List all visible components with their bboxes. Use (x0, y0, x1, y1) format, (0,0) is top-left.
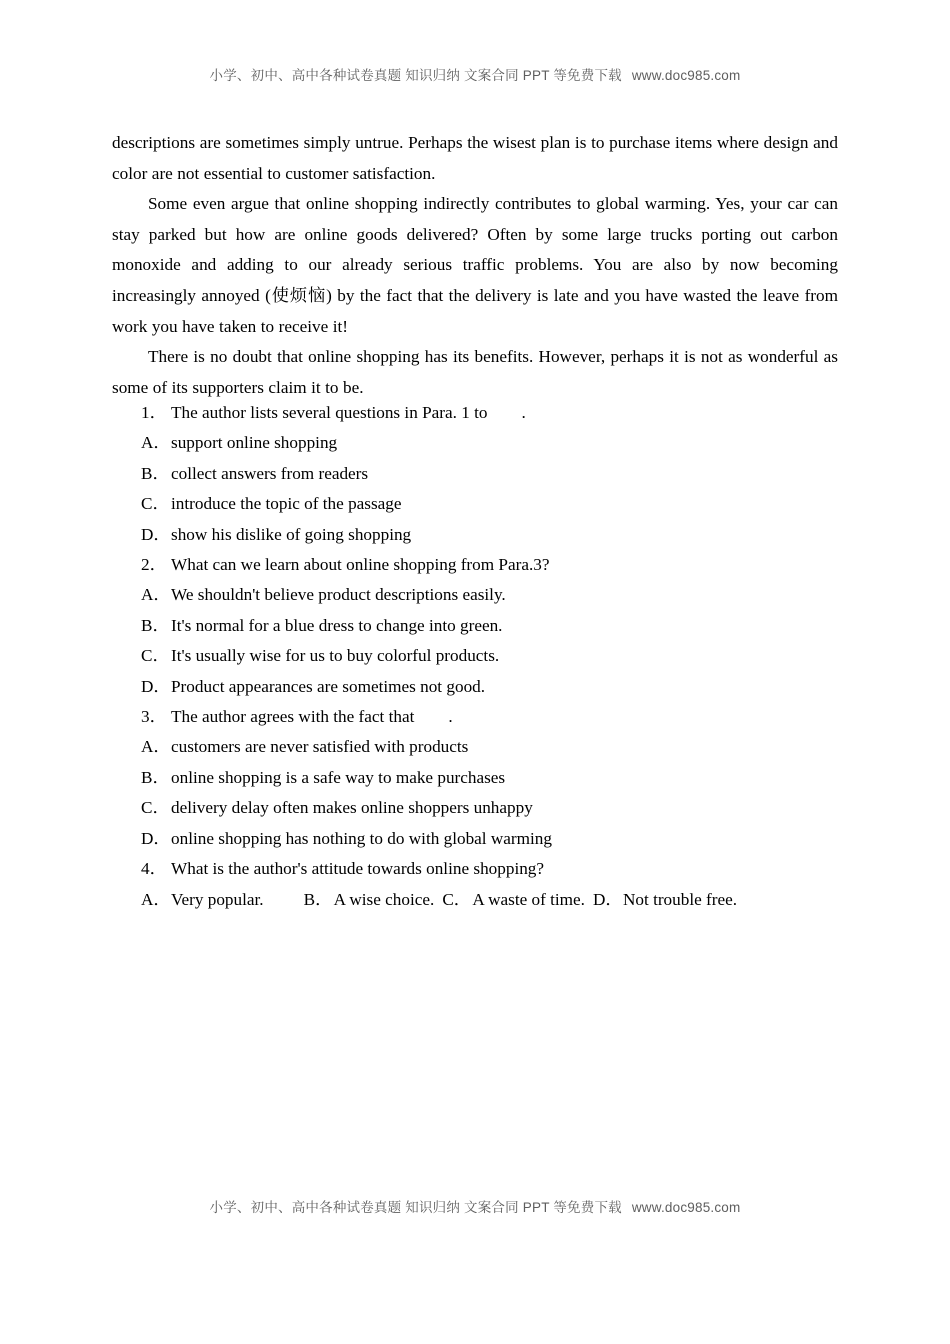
option-letter: A． (141, 889, 171, 909)
option-text: It's normal for a blue dress to change into green. (171, 615, 503, 635)
option-letter: D． (141, 524, 171, 544)
question-4-options-row (141, 885, 841, 915)
question-3-option-a[interactable] (141, 732, 841, 762)
question-3-number: 3． (141, 707, 167, 727)
option-letter: C． (141, 798, 170, 818)
question-4-option-a[interactable]: Very popular. (171, 889, 264, 909)
watermark-footer-text: 小学、初中、高中各种试卷真题 知识归纳 文案合同 PPT 等免费下载 (209, 1200, 622, 1215)
watermark-header-url: www.doc985.com (631, 68, 741, 83)
watermark-footer (0, 1196, 950, 1216)
option-letter: D． (141, 676, 171, 696)
option-text: introduce the topic of the passage (171, 494, 402, 514)
question-2-number: 2． (141, 555, 167, 575)
passage-paragraph-1: descriptions are sometimes simply untrue. Perhaps the wisest plan is to purchase items where design and color are not essential to customer satisfaction. (112, 133, 838, 183)
question-2-stem (141, 550, 841, 580)
passage-paragraph-2: Some even argue that online shopping indirectly contributes to global warming. Yes, your car can stay parked but how are online goods delivered? Often by some large trucks porting out carbon monoxide and adding to our already serious traffic problems. You are also by now becoming increasingly annoyed (使烦恼) by the fact that the delivery is late and you have wasted the leave from work you have taken to receive it! (112, 194, 838, 336)
question-3-period: . (448, 707, 453, 727)
watermark-header-text: 小学、初中、高中各种试卷真题 知识归纳 文案合同 PPT 等免费下载 (209, 68, 622, 83)
option-text: online shopping is a safe way to make purchases (171, 767, 506, 787)
question-4-option-b[interactable]: A wise choice. (333, 889, 435, 909)
question-2-option-b[interactable] (141, 611, 841, 641)
passage-body (112, 128, 838, 403)
question-4-number: 4． (141, 859, 167, 879)
question-4-stem (141, 854, 841, 884)
question-1-option-a[interactable] (141, 428, 841, 458)
passage-paragraph-3: There is no doubt that online shopping has its benefits. However, perhaps it is not as wonderful as some of its supporters claim it to be. (112, 347, 838, 397)
watermark-footer-url: www.doc985.com (631, 1200, 741, 1215)
option-text: It's usually wise for us to buy colorful products. (171, 646, 500, 666)
option-letter: A． (141, 585, 171, 605)
question-1-option-d[interactable] (141, 520, 841, 550)
option-text: show his dislike of going shopping (171, 524, 412, 544)
option-letter: C． (141, 646, 170, 666)
option-letter: A． (141, 737, 171, 757)
option-letter: B． (141, 463, 170, 483)
question-1-number: 1． (141, 403, 167, 422)
question-list (141, 398, 841, 915)
option-text: delivery delay often makes online shoppers unhappy (171, 798, 533, 818)
question-3-option-d[interactable] (141, 824, 841, 854)
option-letter: C． (442, 889, 471, 909)
question-1-text: The author lists several questions in Para. 1 to (171, 403, 488, 422)
option-letter: C． (141, 494, 170, 514)
option-letter: B． (141, 615, 170, 635)
question-2-option-a[interactable] (141, 580, 841, 610)
option-letter: D． (141, 828, 171, 848)
option-text: customers are never satisfied with products (171, 737, 469, 757)
option-text: Product appearances are sometimes not good. (171, 676, 486, 696)
option-letter: B． (303, 889, 333, 909)
question-4-option-c[interactable]: A waste of time. (472, 889, 585, 909)
question-4-option-d[interactable]: Not trouble free. (622, 889, 738, 909)
option-text: online shopping has nothing to do with global warming (171, 828, 552, 848)
option-letter: A． (141, 433, 171, 453)
question-1-option-c[interactable] (141, 489, 841, 519)
question-3-option-b[interactable] (141, 763, 841, 793)
option-text: We shouldn't believe product descriptions easily. (171, 585, 506, 605)
question-1-option-b[interactable] (141, 459, 841, 489)
option-text: collect answers from readers (171, 463, 369, 483)
option-text: support online shopping (171, 433, 338, 453)
question-1-period: . (521, 403, 526, 422)
question-2-option-d[interactable] (141, 672, 841, 702)
question-3-stem (141, 702, 841, 732)
option-letter: D． (592, 889, 623, 909)
question-2-text: What can we learn about online shopping from Para.3? (171, 555, 550, 575)
question-3-text: The author agrees with the fact that (171, 707, 415, 727)
option-letter: B． (141, 767, 170, 787)
question-1-stem (141, 398, 841, 428)
question-4-text: What is the author's attitude towards online shopping? (171, 859, 545, 879)
watermark-header (0, 64, 950, 84)
question-3-option-c[interactable] (141, 793, 841, 823)
question-2-option-c[interactable] (141, 641, 841, 671)
